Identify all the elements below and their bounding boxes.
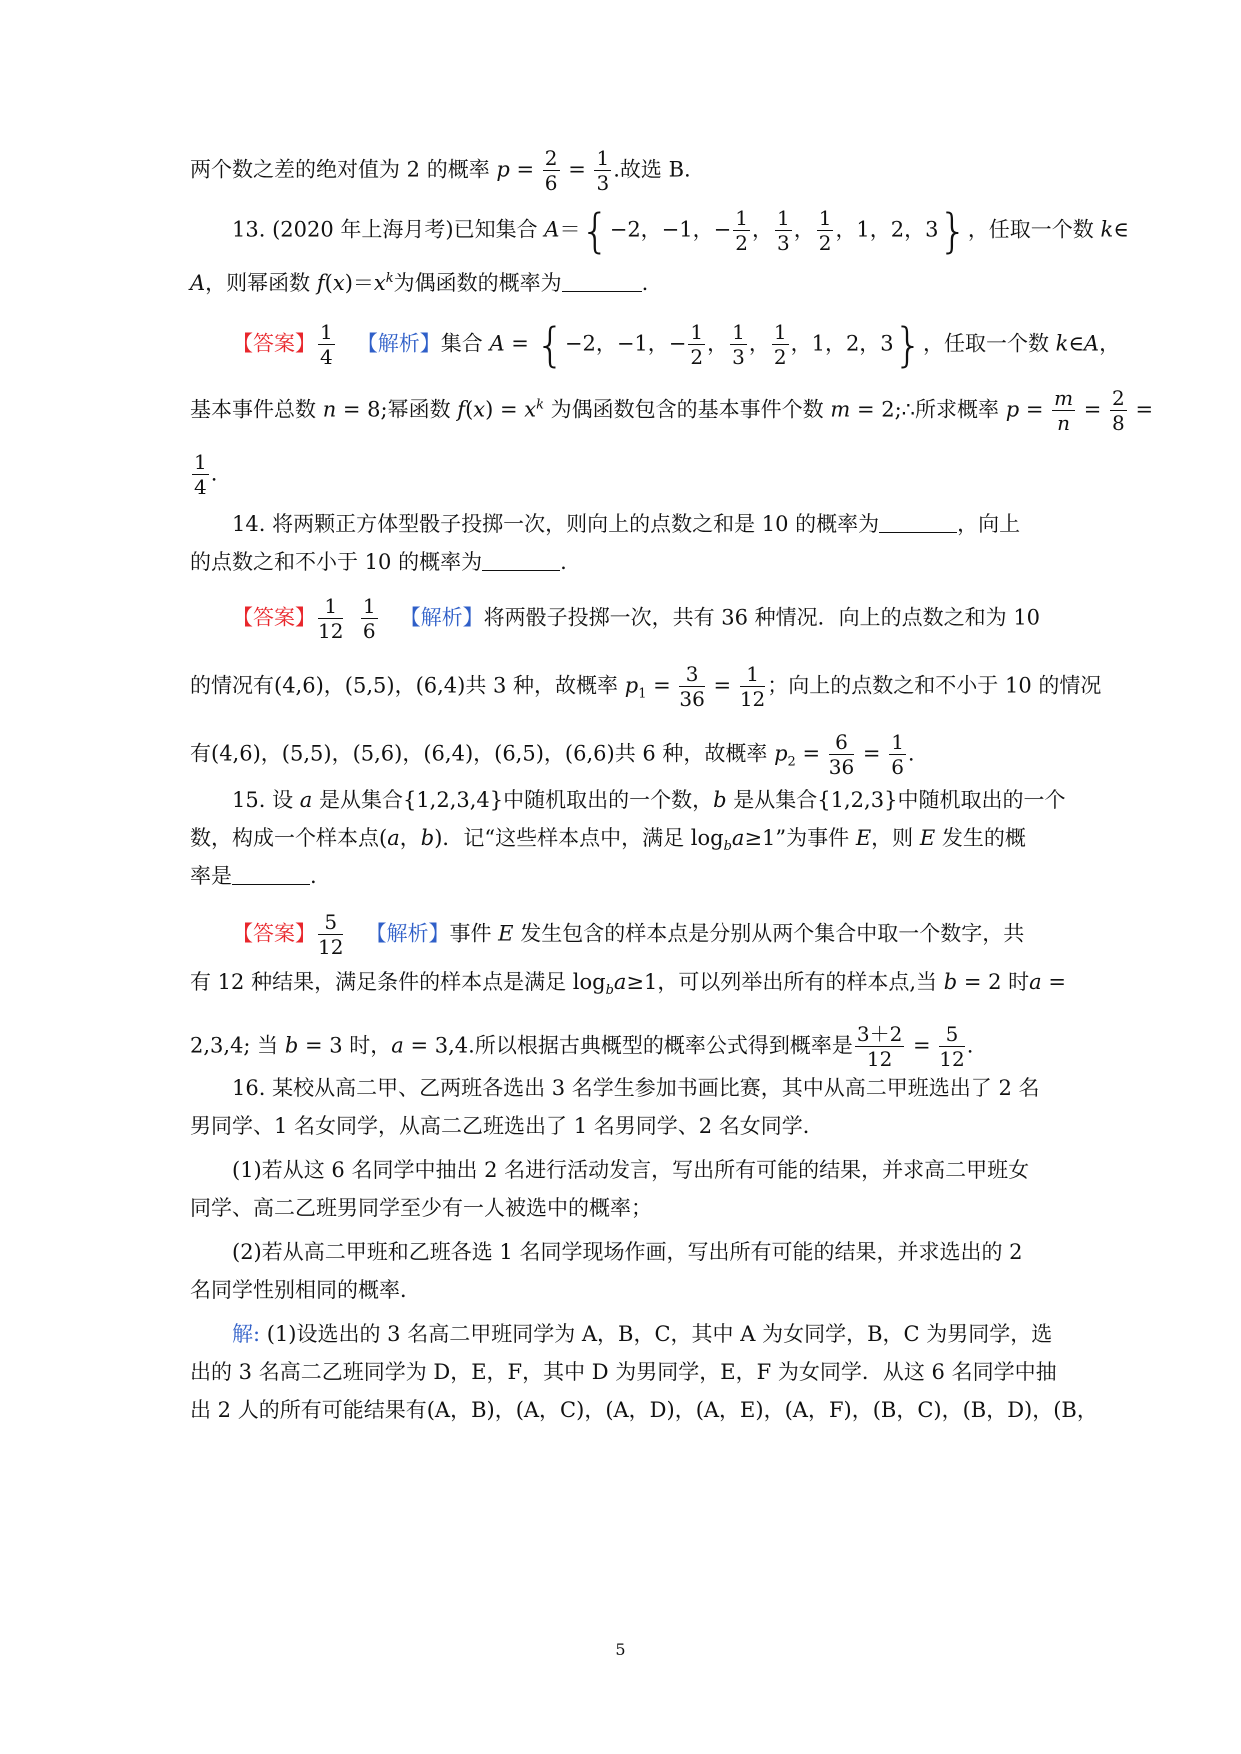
q14-text: 14. 将两颗正方体型骰子投掷一次，则向上的点数之和是 10 的概率为 [232, 512, 880, 536]
text: 出 2 人的所有可能结果有(A，B)，(A，C)，(A，D)，(A，E)，(A，F)，(B，C)，(B，D)，(B， [190, 1398, 1098, 1422]
q16-text: (1)若从这 6 名同学中抽出 2 名进行活动发言，写出所有可能的结果，并求高二甲班女 [232, 1158, 1030, 1182]
answer-blank [482, 570, 560, 571]
question-16-part2-line2 [190, 1280, 421, 1301]
answer-blank [562, 291, 642, 292]
solution-label: 解: [232, 1322, 261, 1346]
solution-16 [232, 1324, 1052, 1345]
text: 两个数之差的绝对值为 2 的概率 [190, 157, 497, 182]
answer-13: 【答案】 $\frac{1}{4}$ 【解析】集合 A = {−2，−1，− $\frac{1}{2}$ ， $\frac{1}{3}$ ， $\frac{1}{2}$ ，1，2，3}，任取一个数 k∈A， [232, 317, 1121, 372]
analysis-label: 【解析】 [399, 605, 484, 630]
text: ，任取一个数 [922, 331, 1056, 356]
q15-text: ≥1”为事件 [744, 826, 856, 850]
answer-label: 【答案】 [232, 331, 316, 356]
analysis-label: 【解析】 [356, 331, 441, 356]
text: 将两骰子投掷一次，共有 36 种情况．向上的点数之和为 10 [483, 605, 1041, 630]
text: (1)设选出的 3 名高二甲班同学为 A，B，C，其中 A 为女同学，B，C 为男同学，选 [260, 1322, 1053, 1346]
answer-14: 【答案】 $\frac{1}{12}$ $\frac{1}{6}$ 【解析】将两骰子投掷一次，共有 36 种情况．向上的点数之和为 10 [232, 594, 1041, 643]
text: 基本事件总数 [190, 397, 323, 422]
answer-label: 【答案】 [232, 605, 316, 630]
question-14 [232, 514, 1020, 535]
solution-16-line3 [190, 1400, 1098, 1421]
text: ∴所求概率 [901, 397, 1006, 422]
text: 发生包含的样本点是分别从两个集合中取一个数字，共 [513, 921, 1025, 946]
question-16-part1-line2 [190, 1198, 652, 1219]
q14-text: 的点数之和不小于 10 的概率为 [190, 550, 483, 574]
text: 的情况有(4,6)，(5,5)，(6,4)共 3 种，故概率 [190, 673, 625, 698]
q15-text: 是从集合{1,2,3,4}中随机取出的一个数， [312, 788, 714, 812]
question-16-part1 [232, 1160, 1029, 1181]
answer-blank [879, 532, 957, 533]
q16-text: 男同学、1 名女同学，从高二乙班选出了 1 名男同学、2 名女同学． [190, 1114, 824, 1138]
q16-text: 同学、高二乙班男同学至少有一人被选中的概率； [190, 1196, 652, 1220]
text: 幂函数 [387, 397, 458, 422]
answer-15-line2: 有 12 种结果，满足条件的样本点是满足 $\log_ba\ge 1$，可以列举出所有的样本点,当 b = 2 时a = [190, 970, 1066, 999]
text: 有 12 种结果，满足条件的样本点是满足 log [190, 970, 606, 994]
question-15-line3: 率是 . [190, 864, 317, 888]
line-prob-result: 两个数之差的绝对值为 2 的概率 p = $\frac{2}{6}$ = $\frac{1}{3}$ .故选 B. [190, 146, 691, 195]
text: = 3,4.所以根据古典概型的概率公式得到概率是 [403, 1033, 853, 1058]
q16-text: 名同学性别相同的概率． [190, 1278, 421, 1302]
question-15: 15. 设 a 是从集合{1,2,3,4}中随机取出的一个数，b 是从集合{1,2,3}中随机取出的一个 [232, 788, 1066, 812]
answer-label: 【答案】 [232, 921, 316, 946]
question-13: 13. (2020 年上海月考)已知集合 A＝{−2，−1，− $\frac{1}{2}$ ， $\frac{1}{3}$ ， $\frac{1}{2}$ ，1，2，3}，任取一个数 k∈ [232, 203, 1129, 258]
answer-blank [232, 884, 310, 885]
question-14-line2: 的点数之和不小于 10 的概率为 . [190, 550, 567, 574]
q16-text: 16. 某校从高二甲、乙两班各选出 3 名学生参加书画比赛，其中从高二甲班选出了 2 名 [232, 1076, 1040, 1100]
q15-text: 是从集合{1,2,3}中随机取出的一个 [726, 788, 1066, 812]
text: = 2 时 [957, 970, 1030, 994]
q13-text: 13. (2020 年上海月考)已知集合 [232, 217, 545, 242]
q13-text: ，则幂函数 [205, 271, 317, 295]
text: = 3 时， [298, 1033, 392, 1058]
question-16 [232, 1078, 1040, 1099]
text: ；向上的点数之和不小于 10 的情况 [767, 673, 1102, 698]
answer-13-line3: $\frac{1}{4}$ . [194, 450, 218, 499]
text: 集合 [440, 331, 490, 356]
q15-text: 发生的概 [935, 826, 1026, 850]
text: 事件 [449, 921, 499, 946]
question-16-line2 [190, 1116, 824, 1137]
text: 有(4,6)，(5,5)，(5,6)，(6,4)，(6,5)，(6,6)共 6 种，故概率 [190, 741, 775, 766]
q15-text: 数，构成一个样本点( [190, 826, 388, 850]
page-number: 5 [615, 1640, 626, 1659]
q13-text: ，任取一个数 [967, 217, 1101, 242]
q15-text: 率是 [190, 864, 232, 888]
answer-13-line2: 基本事件总数 n = 8;幂函数 $f(x) = x^k$ 为偶函数包含的基本事件个数 m = 2;∴所求概率 p = $\frac{m}{n}$ = $\frac{2}{8}$ = [190, 386, 1154, 435]
q13-text: 为偶函数的概率为 [393, 271, 562, 295]
answer-15: 【答案】 $\frac{5}{12}$ 【解析】事件 E 发生包含的样本点是分别从两个集合中取一个数字，共 [232, 910, 1025, 959]
text: 为偶函数包含的基本事件个数 [544, 397, 831, 422]
question-15-line2: 数，构成一个样本点(a，b)．记“这些样本点中，满足 $\log_ba\ge 1$”为事件 E，则 E 发生的概 [190, 826, 1026, 855]
text: 2,3,4; 当 [190, 1033, 285, 1058]
q16-text: (2)若从高二甲班和乙班各选 1 名同学现场作画，写出所有可能的结果，并求选出的 2 [232, 1240, 1023, 1264]
q15-text: ，则 [871, 826, 920, 850]
q15-text: 15. 设 [232, 788, 300, 812]
answer-14-line2: 的情况有(4,6)，(5,5)，(6,4)共 3 种，故概率 $p_1$ = $\frac{3}{36}$ = $\frac{1}{12}$ ；向上的点数之和不小于 10 的情况 [190, 662, 1102, 711]
answer-15-line3: 2,3,4; 当 b = 3 时，a = 3,4.所以根据古典概型的概率公式得到概率是 $\frac{3+2}{12}$ = $\frac{5}{12}$ . [190, 1022, 974, 1071]
q14-text: ，向上 [957, 512, 1021, 536]
text: ≥1，可以列举出所有的样本点,当 [626, 970, 944, 994]
question-13-line2: A，则幂函数 $f(x)=x^k$为偶函数的概率为 . [190, 271, 649, 295]
answer-14-line3: 有(4,6)，(5,5)，(5,6)，(6,4)，(6,5)，(6,6)共 6 种，故概率 $p_2$ = $\frac{6}{36}$ = $\frac{1}{6}$ . [190, 730, 915, 779]
question-16-part2 [232, 1242, 1023, 1263]
text: .故选 B. [613, 157, 691, 182]
analysis-label: 【解析】 [365, 921, 450, 946]
q15-text: )．记“这些样本点中，满足 log [434, 826, 724, 850]
solution-16-line2 [190, 1362, 1057, 1383]
text: 出的 3 名高二乙班同学为 D，E，F，其中 D 为男同学，E，F 为女同学．从这 6 名同学中抽 [190, 1360, 1057, 1384]
